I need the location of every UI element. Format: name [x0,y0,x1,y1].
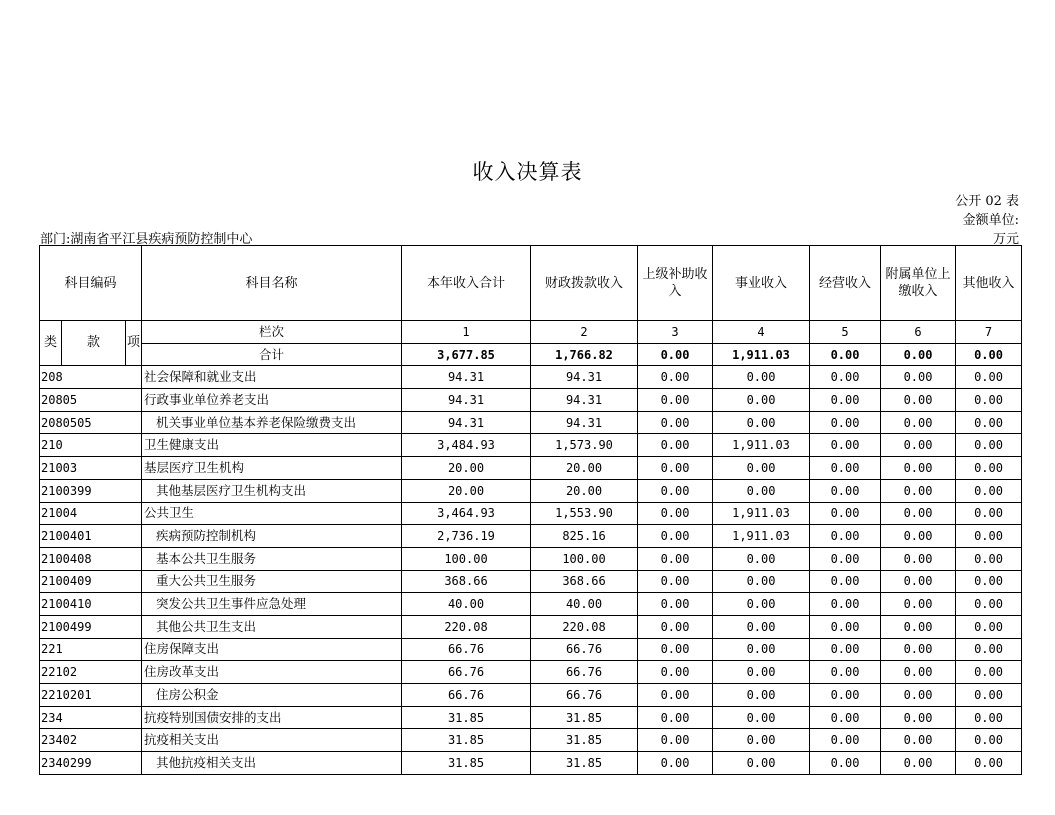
amount-cell: 31.85 [531,752,638,775]
amount-cell: 0.00 [881,457,956,480]
subject-name: 疾病预防控制机构 [142,525,402,548]
subject-name: 突发公共卫生事件应急处理 [142,593,402,616]
amount-cell: 0.00 [810,502,881,525]
column-row-label: 栏次 [142,321,402,344]
subject-code: 2080505 [40,411,142,434]
amount-cell: 0.00 [881,502,956,525]
table-row [40,502,1022,525]
subject-name: 社会保障和就业支出 [142,366,402,389]
amount-cell: 0.00 [713,615,810,638]
amount-cell: 0.00 [956,502,1022,525]
column-number: 5 [810,321,881,344]
amount-cell: 0.00 [956,411,1022,434]
level-lei: 类 [40,321,62,366]
unit-value: 万元 [992,232,1019,247]
amount-cell: 66.76 [531,638,638,661]
subject-name: 住房改革支出 [142,661,402,684]
amount-cell: 0.00 [810,706,881,729]
amount-cell: 0.00 [810,661,881,684]
subject-code: 2100401 [40,525,142,548]
amount-cell: 0.00 [881,570,956,593]
level-xiang: 项 [126,321,142,366]
amount-cell: 20.00 [531,479,638,502]
column-number: 4 [713,321,810,344]
amount-cell: 0.00 [638,661,713,684]
amount-cell: 368.66 [402,570,531,593]
amount-cell: 0.00 [713,706,810,729]
amount-cell: 0.00 [956,638,1022,661]
amount-cell: 20.00 [531,457,638,480]
amount-cell: 0.00 [881,547,956,570]
table-row [40,752,1022,775]
header-col-2: 财政拨款收入 [531,246,638,321]
table-row [40,479,1022,502]
amount-cell: 0.00 [881,525,956,548]
total-value: 1,766.82 [531,343,638,366]
table-row [40,706,1022,729]
amount-cell: 20.00 [402,457,531,480]
header-col-4: 事业收入 [713,246,810,321]
amount-cell: 0.00 [638,706,713,729]
subject-name: 抗疫相关支出 [142,729,402,752]
amount-cell: 0.00 [810,366,881,389]
amount-cell: 66.76 [531,661,638,684]
income-statement-table [39,245,1022,775]
total-value: 0.00 [881,343,956,366]
subject-code: 21003 [40,457,142,480]
amount-cell: 0.00 [956,661,1022,684]
subject-code: 208 [40,366,142,389]
column-number: 2 [531,321,638,344]
header-col-6: 附属单位上缴收入 [881,246,956,321]
amount-cell: 0.00 [810,411,881,434]
table-row [40,593,1022,616]
amount-cell: 40.00 [531,593,638,616]
subject-code: 2340299 [40,752,142,775]
subject-code: 23402 [40,729,142,752]
level-kuan: 款 [62,321,126,366]
subject-code: 2100408 [40,547,142,570]
amount-cell: 0.00 [956,570,1022,593]
amount-cell: 66.76 [531,684,638,707]
amount-cell: 94.31 [402,411,531,434]
amount-cell: 0.00 [638,434,713,457]
amount-cell: 0.00 [638,570,713,593]
amount-cell: 0.00 [810,525,881,548]
amount-cell: 0.00 [956,593,1022,616]
subject-code: 22102 [40,661,142,684]
amount-cell: 2,736.19 [402,525,531,548]
amount-cell: 1,553.90 [531,502,638,525]
subject-name: 住房保障支出 [142,638,402,661]
amount-cell: 1,911.03 [713,434,810,457]
department-label: 部门:湖南省平江县疾病预防控制中心 [40,232,253,247]
subject-name: 重大公共卫生服务 [142,570,402,593]
subject-name: 机关事业单位基本养老保险缴费支出 [142,411,402,434]
amount-cell: 1,573.90 [531,434,638,457]
amount-cell: 0.00 [713,729,810,752]
amount-cell: 0.00 [638,366,713,389]
amount-cell: 1,911.03 [713,502,810,525]
column-number-row [40,321,1022,344]
amount-cell: 0.00 [713,366,810,389]
amount-cell: 0.00 [638,615,713,638]
column-number: 6 [881,321,956,344]
amount-cell: 94.31 [531,389,638,412]
amount-cell: 0.00 [881,389,956,412]
header-col-5: 经营收入 [810,246,881,321]
amount-cell: 31.85 [402,706,531,729]
header-row [40,246,1022,321]
amount-cell: 0.00 [713,684,810,707]
amount-cell: 0.00 [638,729,713,752]
column-number: 3 [638,321,713,344]
column-number: 1 [402,321,531,344]
amount-cell: 0.00 [810,389,881,412]
subject-code: 2100499 [40,615,142,638]
total-row [40,343,1022,366]
amount-cell: 3,484.93 [402,434,531,457]
amount-cell: 0.00 [810,547,881,570]
header-name: 科目名称 [142,246,402,321]
amount-cell: 0.00 [881,366,956,389]
table-row [40,638,1022,661]
amount-cell: 0.00 [638,411,713,434]
table-row [40,525,1022,548]
table-row [40,661,1022,684]
amount-cell: 0.00 [810,752,881,775]
amount-cell: 0.00 [956,684,1022,707]
amount-cell: 94.31 [531,411,638,434]
subject-code: 2100399 [40,479,142,502]
column-number: 7 [956,321,1022,344]
amount-cell: 3,464.93 [402,502,531,525]
subject-name: 住房公积金 [142,684,402,707]
amount-cell: 0.00 [638,684,713,707]
table-row [40,729,1022,752]
amount-cell: 100.00 [402,547,531,570]
table-row [40,570,1022,593]
amount-cell: 0.00 [810,457,881,480]
subject-name: 其他公共卫生支出 [142,615,402,638]
amount-cell: 31.85 [402,752,531,775]
amount-cell: 825.16 [531,525,638,548]
amount-cell: 0.00 [881,411,956,434]
header-col-3: 上级补助收入 [638,246,713,321]
amount-cell: 0.00 [713,479,810,502]
amount-cell: 0.00 [956,547,1022,570]
subject-name: 其他基层医疗卫生机构支出 [142,479,402,502]
subject-code: 20805 [40,389,142,412]
amount-cell: 0.00 [713,593,810,616]
amount-cell: 0.00 [713,570,810,593]
amount-cell: 368.66 [531,570,638,593]
amount-cell: 31.85 [531,729,638,752]
subject-code: 21004 [40,502,142,525]
form-number: 公开 02 表 [955,194,1019,209]
amount-cell: 31.85 [531,706,638,729]
amount-cell: 0.00 [956,615,1022,638]
table-body [40,246,1022,775]
amount-cell: 0.00 [881,615,956,638]
amount-cell: 0.00 [956,434,1022,457]
amount-cell: 0.00 [713,411,810,434]
total-value: 1,911.03 [713,343,810,366]
amount-cell: 0.00 [638,479,713,502]
unit-label: 金额单位: [962,213,1019,228]
amount-cell: 0.00 [956,729,1022,752]
subject-name: 公共卫生 [142,502,402,525]
amount-cell: 0.00 [638,752,713,775]
amount-cell: 0.00 [713,752,810,775]
subject-name: 行政事业单位养老支出 [142,389,402,412]
amount-cell: 66.76 [402,661,531,684]
table-row [40,366,1022,389]
table-row [40,457,1022,480]
amount-cell: 0.00 [810,729,881,752]
amount-cell: 0.00 [810,684,881,707]
amount-cell: 94.31 [402,366,531,389]
amount-cell: 0.00 [956,389,1022,412]
amount-cell: 0.00 [881,434,956,457]
amount-cell: 66.76 [402,684,531,707]
amount-cell: 0.00 [881,638,956,661]
amount-cell: 0.00 [810,638,881,661]
amount-cell: 0.00 [956,366,1022,389]
amount-cell: 0.00 [638,593,713,616]
subject-name: 基层医疗卫生机构 [142,457,402,480]
subject-name: 卫生健康支出 [142,434,402,457]
amount-cell: 40.00 [402,593,531,616]
total-value: 0.00 [638,343,713,366]
amount-cell: 0.00 [956,457,1022,480]
subject-code: 210 [40,434,142,457]
amount-cell: 0.00 [713,661,810,684]
subject-code: 221 [40,638,142,661]
header-col-7: 其他收入 [956,246,1022,321]
amount-cell: 0.00 [881,661,956,684]
amount-cell: 0.00 [881,684,956,707]
amount-cell: 66.76 [402,638,531,661]
table-row [40,684,1022,707]
amount-cell: 0.00 [881,593,956,616]
amount-cell: 0.00 [881,752,956,775]
amount-cell: 0.00 [638,547,713,570]
total-value: 3,677.85 [402,343,531,366]
amount-cell: 100.00 [531,547,638,570]
amount-cell: 0.00 [956,479,1022,502]
amount-cell: 0.00 [881,706,956,729]
total-label: 合计 [142,343,402,366]
subject-name: 其他抗疫相关支出 [142,752,402,775]
table-row [40,615,1022,638]
amount-cell: 94.31 [531,366,638,389]
subject-code: 2100410 [40,593,142,616]
table-row [40,411,1022,434]
amount-cell: 0.00 [713,547,810,570]
table-row [40,389,1022,412]
amount-cell: 0.00 [881,479,956,502]
amount-cell: 0.00 [713,457,810,480]
total-value: 0.00 [956,343,1022,366]
subject-name: 抗疫特别国债安排的支出 [142,706,402,729]
amount-cell: 20.00 [402,479,531,502]
amount-cell: 1,911.03 [713,525,810,548]
amount-cell: 0.00 [713,389,810,412]
amount-cell: 0.00 [713,638,810,661]
amount-cell: 0.00 [810,615,881,638]
amount-cell: 0.00 [638,457,713,480]
amount-cell: 0.00 [810,570,881,593]
amount-cell: 0.00 [881,729,956,752]
subject-name: 基本公共卫生服务 [142,547,402,570]
amount-cell: 0.00 [956,706,1022,729]
amount-cell: 94.31 [402,389,531,412]
total-value: 0.00 [810,343,881,366]
page-title: 收入决算表 [472,160,583,184]
header-code: 科目编码 [40,246,142,321]
amount-cell: 0.00 [956,752,1022,775]
amount-cell: 0.00 [810,593,881,616]
amount-cell: 0.00 [956,525,1022,548]
subject-code: 2100409 [40,570,142,593]
subject-code: 2210201 [40,684,142,707]
table-row [40,434,1022,457]
amount-cell: 0.00 [638,525,713,548]
amount-cell: 0.00 [638,638,713,661]
header-col-1: 本年收入合计 [402,246,531,321]
subject-code: 234 [40,706,142,729]
amount-cell: 220.08 [531,615,638,638]
amount-cell: 220.08 [402,615,531,638]
amount-cell: 0.00 [638,502,713,525]
amount-cell: 0.00 [638,389,713,412]
amount-cell: 0.00 [810,479,881,502]
amount-cell: 0.00 [810,434,881,457]
amount-cell: 31.85 [402,729,531,752]
table-row [40,547,1022,570]
